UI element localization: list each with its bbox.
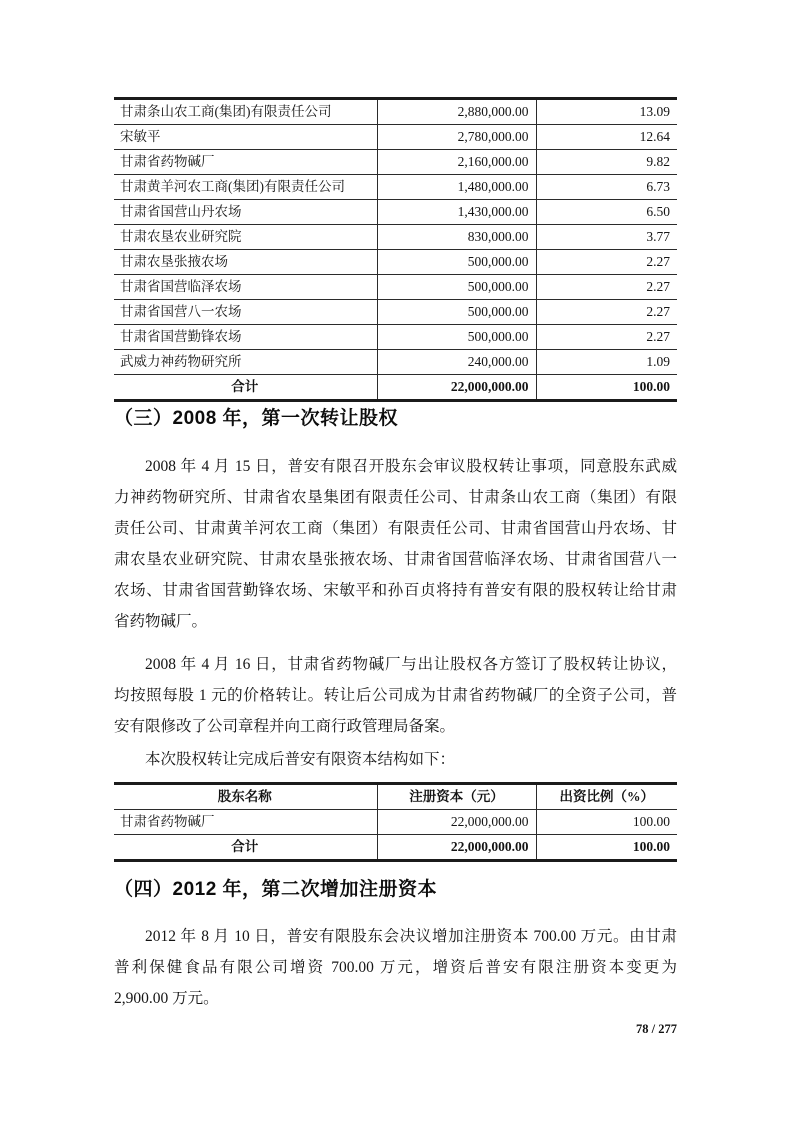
header-contribution-ratio: 出资比例（%） xyxy=(536,784,677,810)
amount-cell: 240,000.00 xyxy=(377,350,536,375)
text-line: 2008 年 4 月 16 日，甘肃省药物碱厂与出让股权各方签订了股权转让协议， xyxy=(145,656,677,673)
shareholder-name-cell: 甘肃省药物碱厂 xyxy=(114,810,377,835)
total-percent-cell: 100.00 xyxy=(536,375,677,401)
total-label-cell: 合计 xyxy=(231,839,259,854)
table-row xyxy=(114,275,677,300)
table-row xyxy=(114,200,677,225)
table-row xyxy=(114,99,677,125)
amount-cell: 500,000.00 xyxy=(377,250,536,275)
percent-cell: 2.27 xyxy=(536,300,677,325)
shareholder-name-cell: 宋敏平 xyxy=(114,125,377,150)
page-number: 78 / 277 xyxy=(636,1022,677,1036)
shareholder-name-cell: 甘肃省国营勤锋农场 xyxy=(114,325,377,350)
table-row xyxy=(114,150,677,175)
amount-cell: 22,000,000.00 xyxy=(377,810,536,835)
table-row xyxy=(114,250,677,275)
total-percent-cell: 100.00 xyxy=(536,835,677,861)
table-row xyxy=(114,325,677,350)
percent-cell: 1.09 xyxy=(536,350,677,375)
section-heading-4: （四）2012 年，第二次增加注册资本 xyxy=(114,879,438,900)
total-amount-cell: 22,000,000.00 xyxy=(377,835,536,861)
table-row xyxy=(114,175,677,200)
text-line: 普利保健食品有限公司增资 700.00 万元，增资后普安有限注册资本变更为 xyxy=(114,959,677,976)
capital-structure-table xyxy=(114,782,677,862)
table-row xyxy=(114,225,677,250)
percent-cell: 2.27 xyxy=(536,250,677,275)
amount-cell: 500,000.00 xyxy=(377,325,536,350)
paragraph-capital-structure-intro xyxy=(114,744,677,775)
shareholder-name-cell: 甘肃省国营八一农场 xyxy=(114,300,377,325)
paragraph-share-transfer xyxy=(114,451,677,637)
percent-cell: 2.27 xyxy=(536,325,677,350)
amount-cell: 2,880,000.00 xyxy=(377,99,536,125)
text-line: 本次股权转让完成后普安有限资本结构如下： xyxy=(145,751,456,768)
amount-cell: 1,430,000.00 xyxy=(377,200,536,225)
amount-cell: 2,160,000.00 xyxy=(377,150,536,175)
table-row xyxy=(114,810,677,835)
table-row xyxy=(114,300,677,325)
text-line: 省药物碱厂。 xyxy=(114,613,208,630)
text-line: 安有限修改了公司章程并向工商行政管理局备案。 xyxy=(114,718,456,735)
amount-cell: 2,780,000.00 xyxy=(377,125,536,150)
paragraph-transfer-agreement xyxy=(114,649,677,742)
shareholder-name-cell: 甘肃农垦张掖农场 xyxy=(114,250,377,275)
header-shareholder-name: 股东名称 xyxy=(114,784,377,810)
shareholder-name-cell: 甘肃省国营山丹农场 xyxy=(114,200,377,225)
shareholder-name-cell: 甘肃条山农工商(集团)有限责任公司 xyxy=(114,99,377,125)
shareholder-name-cell: 甘肃省药物碱厂 xyxy=(114,150,377,175)
percent-cell: 3.77 xyxy=(536,225,677,250)
table-header-row xyxy=(114,784,677,810)
shareholder-name-cell: 甘肃农垦农业研究院 xyxy=(114,225,377,250)
amount-cell: 500,000.00 xyxy=(377,275,536,300)
table-total-row xyxy=(114,835,677,861)
percent-cell: 6.73 xyxy=(536,175,677,200)
amount-cell: 1,480,000.00 xyxy=(377,175,536,200)
total-label-cell: 合计 xyxy=(231,379,259,394)
paragraph-capital-increase xyxy=(114,921,677,1014)
percent-cell: 6.50 xyxy=(536,200,677,225)
shareholder-capital-table xyxy=(114,97,677,402)
percent-cell: 9.82 xyxy=(536,150,677,175)
text-line: 均按照每股 1 元的价格转让。转让后公司成为甘肃省药物碱厂的全资子公司，普 xyxy=(114,687,677,704)
text-line: 肃农垦农业研究院、甘肃农垦张掖农场、甘肃省国营临泽农场、甘肃省国营八一 xyxy=(114,551,677,568)
text-line: 农场、甘肃省国营勤锋农场、宋敏平和孙百贞将持有普安有限的股权转让给甘肃 xyxy=(114,582,677,599)
percent-cell: 2.27 xyxy=(536,275,677,300)
amount-cell: 500,000.00 xyxy=(377,300,536,325)
shareholder-name-cell: 武威力神药物研究所 xyxy=(114,350,377,375)
page-content xyxy=(114,97,677,1014)
table-row xyxy=(114,350,677,375)
text-line: 2008 年 4 月 15 日，普安有限召开股东会审议股权转让事项，同意股东武威 xyxy=(145,458,677,475)
table-row xyxy=(114,125,677,150)
section-heading-3: （三）2008 年，第一次转让股权 xyxy=(114,408,399,429)
total-amount-cell: 22,000,000.00 xyxy=(377,375,536,401)
text-line: 2,900.00 万元。 xyxy=(114,990,219,1007)
table-total-row xyxy=(114,375,677,401)
text-line: 2012 年 8 月 10 日，普安有限股东会决议增加注册资本 700.00 万元。由甘肃 xyxy=(145,928,677,945)
shareholder-name-cell: 甘肃省国营临泽农场 xyxy=(114,275,377,300)
percent-cell: 13.09 xyxy=(536,99,677,125)
text-line: 责任公司、甘肃黄羊河农工商（集团）有限责任公司、甘肃省国营山丹农场、甘 xyxy=(114,520,677,537)
header-registered-capital: 注册资本（元） xyxy=(377,784,536,810)
amount-cell: 830,000.00 xyxy=(377,225,536,250)
text-line: 力神药物研究所、甘肃省农垦集团有限责任公司、甘肃条山农工商（集团）有限 xyxy=(114,489,677,506)
percent-cell: 12.64 xyxy=(536,125,677,150)
percent-cell: 100.00 xyxy=(536,810,677,835)
shareholder-name-cell: 甘肃黄羊河农工商(集团)有限责任公司 xyxy=(114,175,377,200)
